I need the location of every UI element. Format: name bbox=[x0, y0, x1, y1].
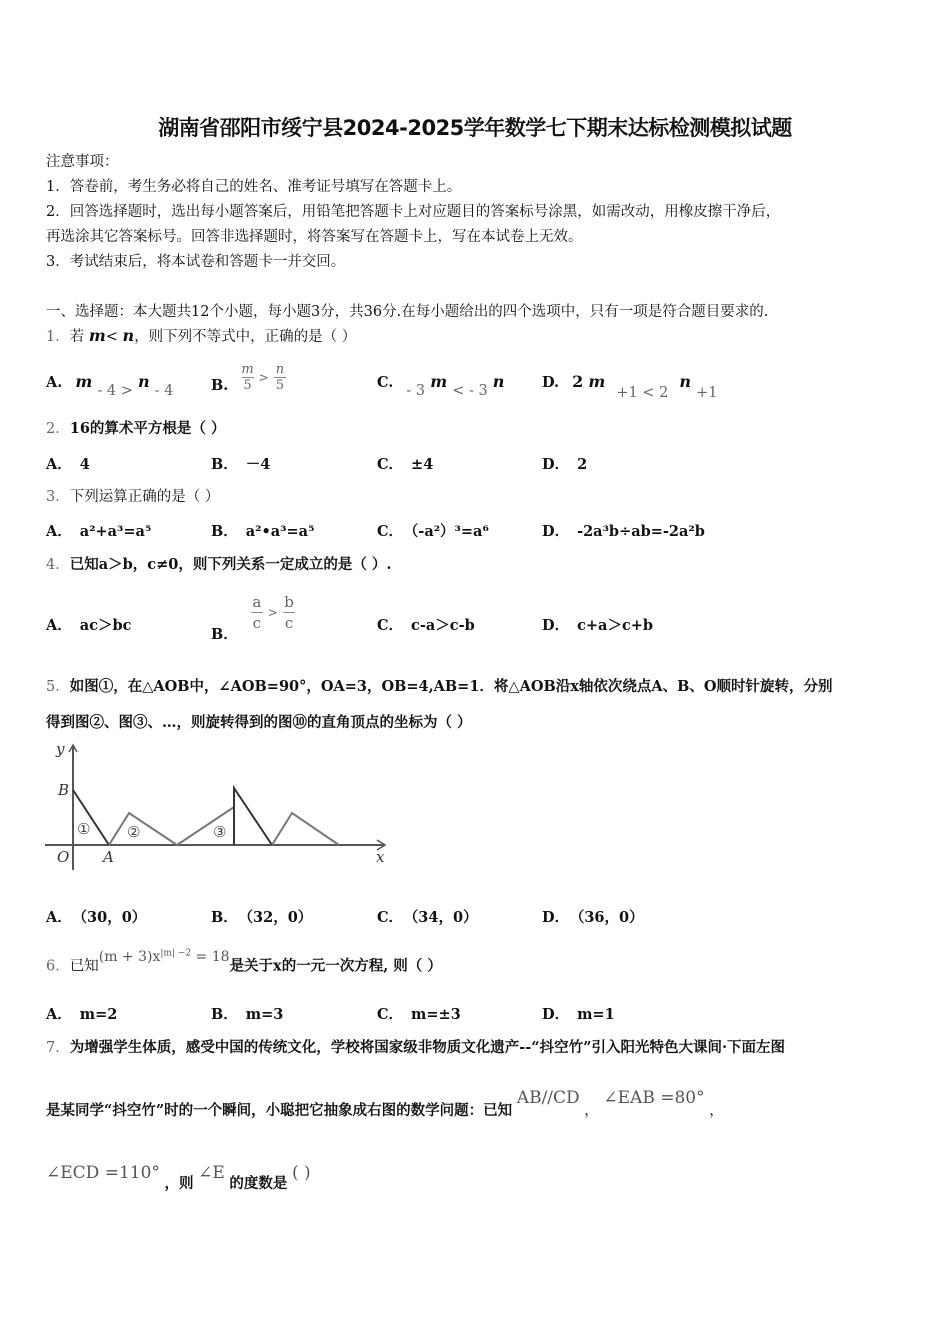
option-c[interactable]: C． m=±3 bbox=[377, 1006, 461, 1023]
option-c[interactable]: C． ±4 bbox=[377, 456, 434, 473]
notice-heading: 注意事项： bbox=[46, 154, 119, 170]
question-5-line2: 得到图②、图③、…，则旋转得到的图⑩的直角顶点的坐标为（ ） bbox=[46, 714, 472, 731]
option-a[interactable]: A． ac＞bc bbox=[46, 617, 132, 634]
option-a[interactable]: A． m=2 bbox=[46, 1006, 118, 1023]
x-label: x bbox=[376, 848, 385, 866]
question-4: 4．已知a＞b，c≠0，则下列关系一定成立的是（ ）. bbox=[46, 556, 392, 573]
option-c[interactable]: C． c-a＞c-b bbox=[377, 617, 475, 634]
figure-3-label: ③ bbox=[213, 823, 227, 841]
origin-label: O bbox=[57, 848, 70, 866]
option-d[interactable]: D. 2 m +1 < 2 n +1 bbox=[542, 372, 718, 401]
point-b-label: B bbox=[58, 781, 70, 799]
question-6: 6．已知$(m + 3)x^{|m| -2} = 18$是关于x的一元一次方程, 则（ ） bbox=[46, 948, 442, 975]
option-a[interactable]: A． （30，0） bbox=[46, 909, 147, 926]
question-number: 1． bbox=[46, 329, 70, 345]
condition-angle-eab: ∠EAB =80° bbox=[603, 1088, 705, 1108]
notice-item: 3．考试结束后，将本试卷和答题卡一并交回。 bbox=[46, 254, 346, 270]
figure-1-label: ① bbox=[77, 820, 91, 838]
question-2: 2．16的算术平方根是（ ） bbox=[46, 420, 226, 437]
option-c[interactable]: C． （34，0） bbox=[377, 909, 478, 926]
option-b[interactable]: B． a²•a³=a⁵ bbox=[211, 523, 315, 540]
option-a[interactable]: A． 4 bbox=[46, 456, 90, 473]
option-d[interactable]: D． c+a＞c+b bbox=[542, 617, 654, 634]
equation-image: $(m + 3)x^{|m| -2} = 18$ bbox=[98, 948, 230, 965]
question-1: 1．若 m< n，则下列不等式中，正确的是（ ） bbox=[46, 326, 357, 345]
option-a[interactable]: A． a²+a³=a⁵ bbox=[46, 523, 152, 540]
option-c[interactable]: C. - 3 m < - 3 n bbox=[377, 372, 505, 399]
y-label: y bbox=[56, 740, 65, 758]
question-7-line2: 是某同学“抖空竹”时的一个瞬间，小聪把它抽象成右图的数学问题：已知 AB//CD ， ∠EAB =80° ， bbox=[46, 1088, 724, 1119]
page-title: 湖南省邵阳市绥宁县2024-2025学年数学七下期末达标检测模拟试题 bbox=[158, 116, 792, 140]
option-b[interactable]: B． m=3 bbox=[211, 1006, 284, 1023]
answer-blank: ( ) bbox=[291, 1163, 311, 1183]
figure-2-label: ② bbox=[127, 823, 141, 841]
condition-parallel: AB//CD bbox=[516, 1088, 580, 1108]
notice-item: 2．回答选择题时，选出每小题答案后，用铅笔把答题卡上对应题目的答案标号涂黑，如需改动，用橡皮擦干净后， bbox=[46, 204, 781, 220]
option-b[interactable]: B． $\frac{a}{c}$ > $\frac{b}{c}$ bbox=[211, 593, 294, 643]
option-c[interactable]: C． （-a²）³=a⁶ bbox=[377, 523, 489, 540]
option-d[interactable]: D． （36，0） bbox=[542, 909, 644, 926]
question-7: 7．为增强学生体质，感受中国的传统文化，学校将国家级非物质文化遗产--“抖空竹”引入阳光特色大课间·下面左图 bbox=[46, 1039, 785, 1056]
rotation-figure bbox=[40, 738, 400, 882]
notice-item: 再选涂其它答案标号。回答非选择题时，将答案写在答题卡上，写在本试卷上无效。 bbox=[46, 229, 583, 245]
point-a-label: A bbox=[103, 848, 114, 866]
option-d[interactable]: D． m=1 bbox=[542, 1006, 615, 1023]
option-d[interactable]: D． -2a³b÷ab=-2a²b bbox=[542, 523, 705, 540]
condition-angle-ecd: ∠ECD =110° bbox=[46, 1163, 160, 1183]
question-5: 5．如图①，在△AOB中，∠AOB=90°，OA=3，OB=4,AB=1．将△AOB沿x轴依次绕点A、B、O顺时针旋转，分别 bbox=[46, 678, 833, 695]
question-7-line3: ∠ECD =110° ，则 ∠E 的度数是 ( ) bbox=[46, 1163, 311, 1192]
question-3: 3．下列运算正确的是（ ） bbox=[46, 489, 220, 505]
option-b[interactable]: B. $\frac{m}{5}$ > $\frac{n}{5}$ bbox=[211, 362, 285, 394]
section-heading: 一、选择题：本大题共12个小题，每小题3分，共36分.在每小题给出的四个选项中，只有一项是符合题目要求的. bbox=[46, 304, 769, 320]
option-d[interactable]: D． 2 bbox=[542, 456, 588, 473]
notice-item: 1．答卷前，考生务必将自己的姓名、准考证号填写在答题卡上。 bbox=[46, 179, 462, 195]
option-a[interactable]: A. m - 4 > n - 4 bbox=[46, 372, 174, 399]
angle-e: ∠E bbox=[198, 1163, 225, 1183]
option-b[interactable]: B． （32，0） bbox=[211, 909, 313, 926]
option-b[interactable]: B． －4 bbox=[211, 456, 271, 473]
